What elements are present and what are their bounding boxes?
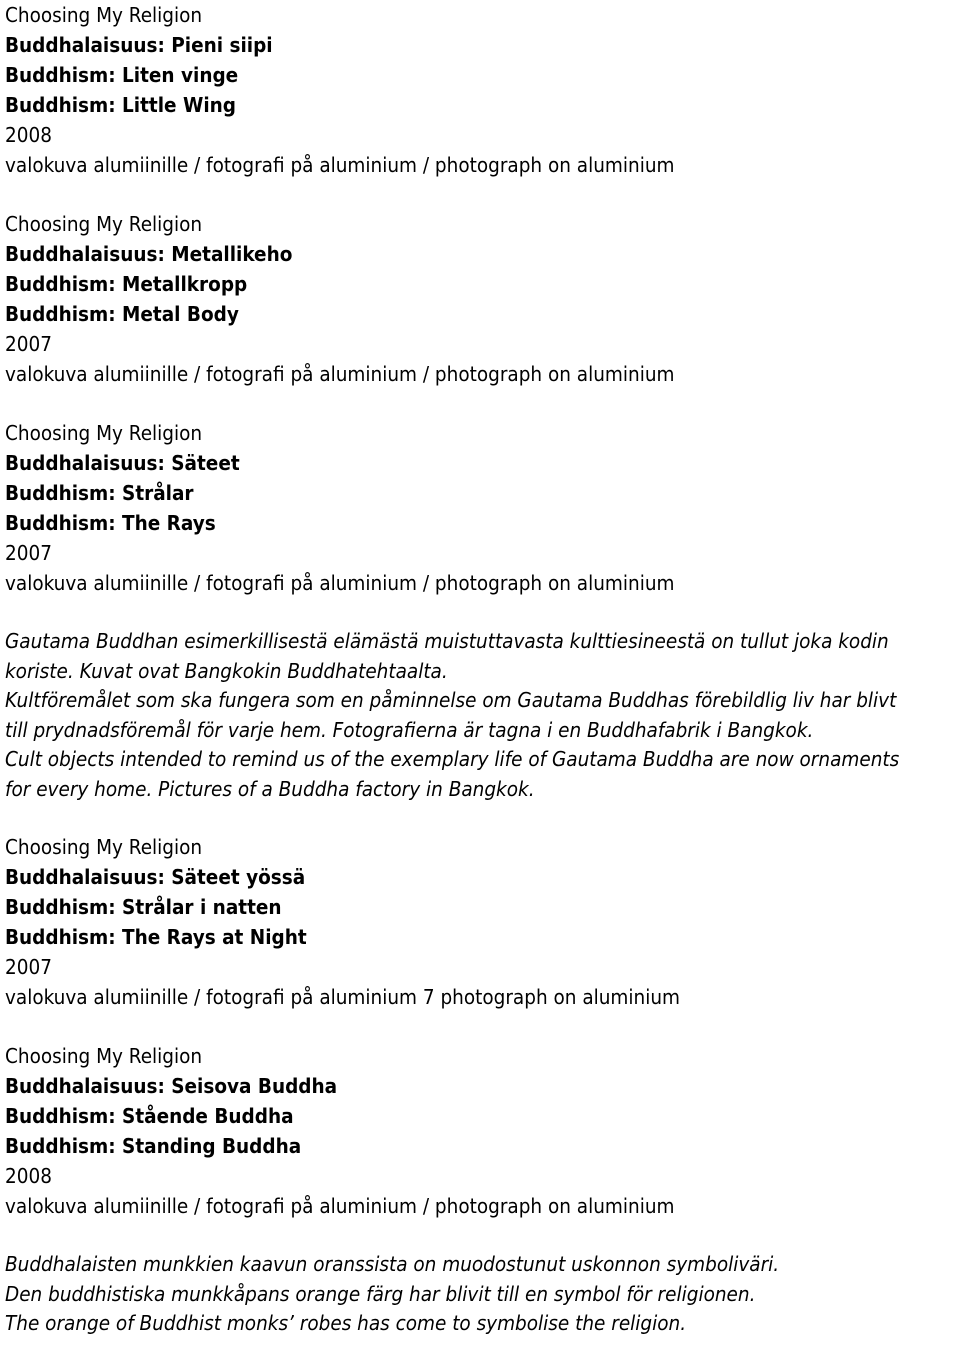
- description-line: Cult objects intended to remind us of the exemplary life of Gautama Buddha are now ornaments: [5, 747, 900, 771]
- title-english: Buddhism: Metal Body: [5, 302, 239, 326]
- title-swedish: Buddhism: Liten vinge: [5, 63, 239, 87]
- series-name: Choosing My Religion: [5, 212, 203, 236]
- description-line: till prydnadsföremål för varje hem. Fotografierna är tagna i en Buddhafabrik i Bangkok.: [5, 717, 814, 742]
- artwork-medium: valokuva alumiinille / fotografi på aluminium / photograph on aluminium: [5, 153, 675, 177]
- description-line: Gautama Buddhan esimerkillisestä elämästä muistuttavasta kulttiesineestä on tullut joka kodin: [5, 629, 889, 653]
- artwork-entry-1: [5, 0, 957, 180]
- title-finnish: Buddhalaisuus: Seisova Buddha: [5, 1074, 338, 1098]
- title-english: Buddhism: The Rays: [5, 511, 216, 535]
- catalogue-page: [5, 0, 957, 1367]
- title-swedish: Buddhism: Stående Buddha: [5, 1104, 294, 1128]
- artwork-entry-4: [5, 832, 957, 1012]
- title-swedish: Buddhism: Metallkropp: [5, 272, 248, 296]
- description-paragraph-1: [5, 627, 957, 804]
- artwork-entry-2: [5, 209, 957, 389]
- description-paragraph-2: [5, 1250, 957, 1339]
- title-finnish: Buddhalaisuus: Säteet: [5, 451, 240, 475]
- title-swedish: Buddhism: Strålar: [5, 481, 194, 505]
- artwork-medium: valokuva alumiinille / fotografi på aluminium 7 photograph on aluminium: [5, 985, 680, 1009]
- artwork-entry-3: [5, 418, 957, 598]
- artwork-entry-5: [5, 1041, 957, 1221]
- title-finnish: Buddhalaisuus: Metallikeho: [5, 242, 293, 266]
- artwork-year: 2007: [5, 541, 52, 565]
- description-line: Den buddhistiska munkkåpans orange färg har blivit till en symbol för religionen.: [5, 1281, 756, 1306]
- artwork-year: 2007: [5, 955, 52, 979]
- series-name: Choosing My Religion: [5, 421, 203, 445]
- title-english: Buddhism: Little Wing: [5, 93, 236, 117]
- artwork-year: 2007: [5, 332, 52, 356]
- description-line: koriste. Kuvat ovat Bangkokin Buddhatehtaalta.: [5, 658, 448, 683]
- title-english: Buddhism: The Rays at Night: [5, 925, 307, 949]
- description-line: for every home. Pictures of a Buddha factory in Bangkok.: [5, 776, 535, 801]
- title-swedish: Buddhism: Strålar i natten: [5, 895, 282, 919]
- title-english: Buddhism: Standing Buddha: [5, 1134, 302, 1158]
- artwork-medium: valokuva alumiinille / fotografi på aluminium / photograph on aluminium: [5, 362, 675, 386]
- description-line: Buddhalaisten munkkien kaavun oranssista on muodostunut uskonnon symboliväri.: [5, 1252, 780, 1276]
- artwork-year: 2008: [5, 123, 52, 147]
- title-finnish: Buddhalaisuus: Pieni siipi: [5, 33, 273, 57]
- artwork-medium: valokuva alumiinille / fotografi på aluminium / photograph on aluminium: [5, 571, 675, 595]
- series-name: Choosing My Religion: [5, 835, 203, 859]
- artwork-year: 2008: [5, 1164, 52, 1188]
- series-name: Choosing My Religion: [5, 1044, 203, 1068]
- artwork-medium: valokuva alumiinille / fotografi på aluminium / photograph on aluminium: [5, 1194, 675, 1218]
- title-finnish: Buddhalaisuus: Säteet yössä: [5, 865, 306, 889]
- series-name: Choosing My Religion: [5, 3, 203, 27]
- description-line: Kultföremålet som ska fungera som en påminnelse om Gautama Buddhas förebildlig liv har blivt: [5, 688, 897, 712]
- description-line: The orange of Buddhist monks’ robes has come to symbolise the religion.: [5, 1311, 687, 1335]
